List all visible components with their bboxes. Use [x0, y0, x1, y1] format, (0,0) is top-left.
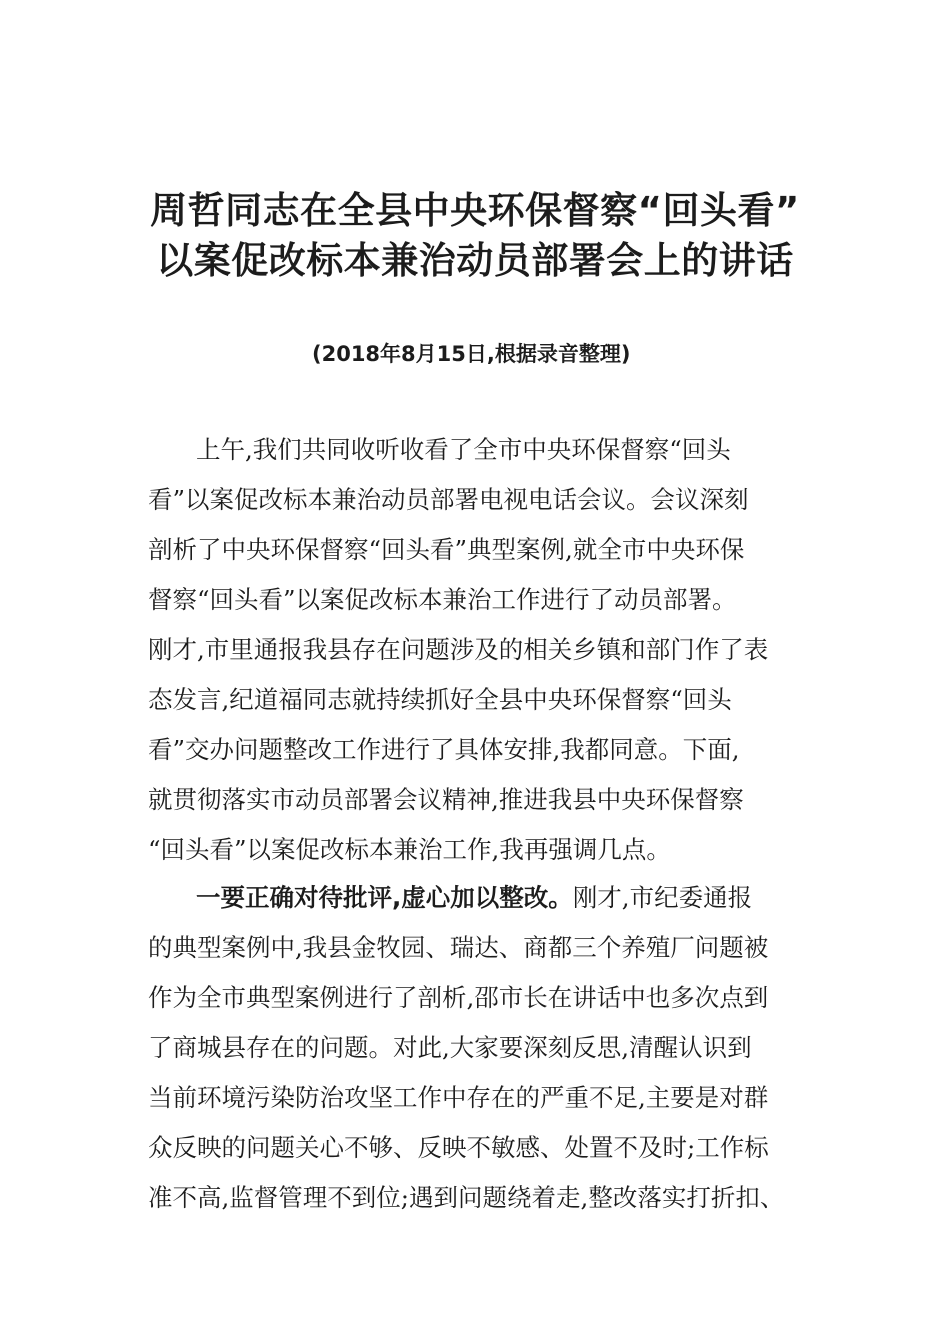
section-1-first-line-text: 刚才,市纪委通报	[572, 883, 753, 912]
paragraph-line: 了商城县存在的问题。对此,大家要深刻反思,清醒认识到	[148, 1033, 752, 1062]
paragraph-line: 剖析了中央环保督察“回头看”典型案例,就全市中央环保	[148, 535, 745, 564]
paragraph-line: 督察“回头看”以案促改标本兼治工作进行了动员部署。	[148, 585, 737, 614]
document-subtitle: (2018年8月15日,根据录音整理)	[312, 342, 631, 366]
paragraph-line: 看”交办问题整改工作进行了具体安排,我都同意。下面,	[148, 735, 740, 764]
section-1-heading: 一要正确对待批评,虚心加以整改。	[196, 883, 573, 912]
paragraph-line: 众反映的问题关心不够、反映不敏感、处置不及时;工作标	[148, 1133, 769, 1162]
paragraph-line: 刚才,市里通报我县存在问题涉及的相关乡镇和部门作了表	[148, 635, 769, 664]
paragraph-line: 看”以案促改标本兼治动员部署电视电话会议。会议深刻	[148, 485, 749, 514]
paragraph-line: 态发言,纪道福同志就持续抓好全县中央环保督察“回头	[148, 685, 732, 714]
paragraph-line: 当前环境污染防治攻坚工作中存在的严重不足,主要是对群	[148, 1083, 769, 1112]
document-title-line-1: 周哲同志在全县中央环保督察“回头看”	[150, 189, 800, 232]
paragraph-line: 就贯彻落实市动员部署会议精神,推进我县中央环保督察	[148, 785, 744, 814]
paragraph-line: 作为全市典型案例进行了剖析,邵市长在讲话中也多次点到	[148, 983, 769, 1012]
section-1-first-line	[196, 878, 812, 918]
paragraph-line: 准不高,监督管理不到位;遇到问题绕着走,整改落实打折扣、	[148, 1183, 785, 1212]
document-title-line-2: 以案促改标本兼治动员部署会上的讲话	[156, 239, 794, 282]
paragraph-line: “回头看”以案促改标本兼治工作,我再强调几点。	[148, 835, 671, 864]
paragraph-line: 的典型案例中,我县金牧园、瑞达、商都三个养殖厂问题被	[148, 933, 769, 962]
paragraph-line: 上午,我们共同收听收看了全市中央环保督察“回头	[196, 435, 731, 464]
